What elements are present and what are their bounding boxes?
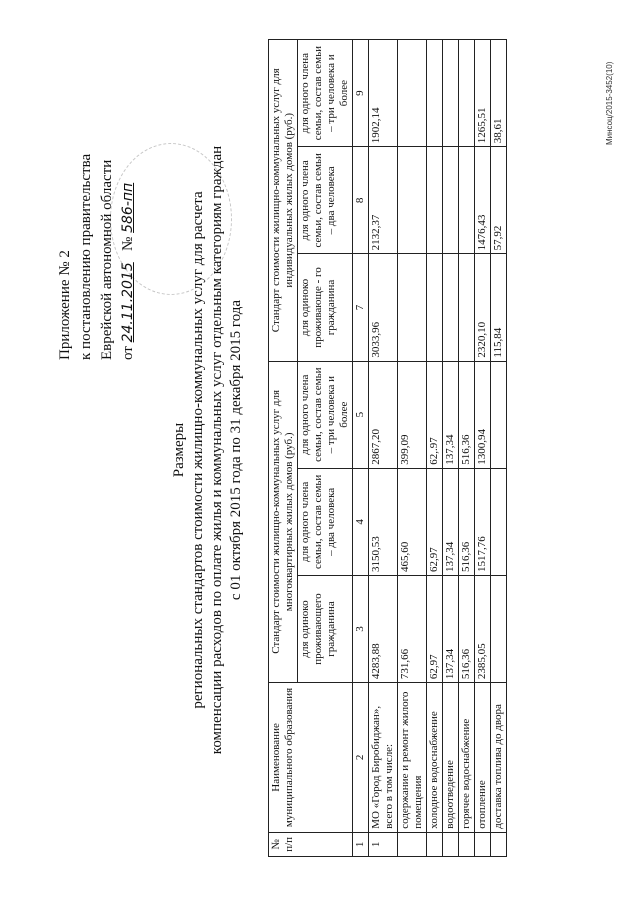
- document-title: [170, 55, 246, 845]
- table-row: [398, 40, 427, 857]
- table-cell-c4: 62,97: [427, 468, 443, 575]
- colnum: 4: [353, 468, 369, 575]
- table-cell-c3: 137,34: [443, 575, 459, 682]
- appendix-line-2: к постановлению правительства: [78, 153, 94, 360]
- table-cell-n: [427, 832, 443, 856]
- colnum: 9: [353, 40, 369, 147]
- table-cell-c5: 137,34: [443, 361, 459, 468]
- table-cell-c4: [491, 468, 507, 575]
- table-cell-c8: [443, 147, 459, 254]
- table-cell-c8: [427, 147, 443, 254]
- table-cell-c5: 516,36: [459, 361, 475, 468]
- table-cell-n: [475, 832, 491, 856]
- date-prefix: от: [120, 346, 136, 360]
- table-cell-c8: [459, 147, 475, 254]
- table-cell-c7: [459, 254, 475, 361]
- table-cell-c5: [491, 361, 507, 468]
- table-cell-c9: 1902,14: [369, 40, 398, 147]
- table-row: [459, 40, 475, 857]
- header-apt-three: для одного члена семьи, состав семьи – три человека и более: [298, 361, 353, 468]
- table-row: [475, 40, 491, 857]
- table-cell-n: [459, 832, 475, 856]
- table-cell-c3: [491, 575, 507, 682]
- table-cell-c4: 465,60: [398, 468, 427, 575]
- table-cell-c5: 2867,20: [369, 361, 398, 468]
- number-prefix: №: [120, 236, 136, 251]
- appendix-line-3: Еврейской автономной области: [99, 159, 115, 360]
- table-cell-c9: 1265,51: [475, 40, 491, 147]
- table-cell-c8: [398, 147, 427, 254]
- decree-date: 24.11.2015: [120, 262, 136, 343]
- table-cell-name: доставка топлива до двора: [491, 683, 507, 833]
- header-apt-single: для одиноко проживающего гражданина: [298, 575, 353, 682]
- table-cell-c5: 399,09: [398, 361, 427, 468]
- table-cell-c3: 4283,88: [369, 575, 398, 682]
- table-cell-c9: 38,61: [491, 40, 507, 147]
- table-cell-c8: 2132,37: [369, 147, 398, 254]
- table-cell-c3: 2385,05: [475, 575, 491, 682]
- table-cell-n: [398, 832, 427, 856]
- table-cell-c4: 3150,53: [369, 468, 398, 575]
- header-group-apartment: Стандарт стоимости жилищно-коммунальных услуг для многоквартирных жилых домов (руб.): [269, 361, 298, 683]
- table-cell-c9: [443, 40, 459, 147]
- appendix-line-4: [118, 30, 139, 360]
- table-cell-n: 1: [369, 832, 398, 856]
- table-cell-n: [491, 832, 507, 856]
- table-cell-c7: [398, 254, 427, 361]
- table-cell-c4: 1517,76: [475, 468, 491, 575]
- title-line-3: компенсации расходов по оплате жилья и коммунальных услуг отдельным категориям граждан: [209, 145, 225, 755]
- table-row: [369, 40, 398, 857]
- table-cell-c7: 2320,10: [475, 254, 491, 361]
- title-line-4: с 01 октября 2015 года по 31 декабря 2015 года: [228, 299, 244, 601]
- table-row: [491, 40, 507, 857]
- document-code: Минсоц/2015-3452(10): [605, 61, 614, 145]
- table-cell-c7: 3033,96: [369, 254, 398, 361]
- header-group-individual: Стандарт стоимости жилищно-коммунальных услуг для индивидуальных жилых домов (руб.): [269, 40, 298, 362]
- header-apt-two: для одного члена семьи, состав семьи – два человека: [298, 468, 353, 575]
- colnum: 7: [353, 254, 369, 361]
- colnum: 5: [353, 361, 369, 468]
- table-cell-name: водоотведение: [443, 683, 459, 833]
- header-ind-three: для одного члена семьи, состав семьи – три человека и более: [298, 40, 353, 147]
- decree-number: 586-пп: [120, 182, 136, 233]
- table-cell-c8: 1476,43: [475, 147, 491, 254]
- title-line-1: Размеры: [171, 422, 187, 478]
- table-cell-c8: 57,92: [491, 147, 507, 254]
- table-cell-name: горячее водоснабжение: [459, 683, 475, 833]
- table-cell-c7: [427, 254, 443, 361]
- colnum: 1: [353, 832, 369, 856]
- table-cell-c3: 516,36: [459, 575, 475, 682]
- table-cell-name: МО «Город Биробиджан», всего в том числе:: [369, 683, 398, 833]
- table-cell-c5: 1300,94: [475, 361, 491, 468]
- table-cell-c9: [459, 40, 475, 147]
- table-cell-name: содержание и ремонт жилого помещения: [398, 683, 427, 833]
- table-row: [427, 40, 443, 857]
- appendix-line-1: Приложение № 2: [57, 250, 73, 360]
- table-cell-name: отопление: [475, 683, 491, 833]
- table-cell-c3: 62,97: [427, 575, 443, 682]
- table-cell-c9: [398, 40, 427, 147]
- table-cell-c3: 731,66: [398, 575, 427, 682]
- appendix-header: [55, 30, 139, 360]
- table-cell-c5: 62,.97: [427, 361, 443, 468]
- table-cell-n: [443, 832, 459, 856]
- colnum: 8: [353, 147, 369, 254]
- colnum: 2: [353, 683, 369, 833]
- table-cell-c4: 516,36: [459, 468, 475, 575]
- header-ind-single: для одиноко проживающе - го гражданина: [298, 254, 353, 361]
- header-name: Наименование муниципального образования: [269, 683, 353, 833]
- table-cell-c7: [443, 254, 459, 361]
- table-row: [443, 40, 459, 857]
- table-cell-c7: 115,84: [491, 254, 507, 361]
- header-num: № п/п: [269, 832, 353, 856]
- title-line-2: региональных стандартов стоимости жилищно-коммунальных услуг для расчета: [190, 191, 206, 709]
- table-cell-name: холодное водоснабжение: [427, 683, 443, 833]
- header-ind-two: для одного члена семьи, состав семьи – два человека: [298, 147, 353, 254]
- colnum: 3: [353, 575, 369, 682]
- standards-table: [268, 39, 507, 857]
- table-cell-c9: [427, 40, 443, 147]
- table-cell-c4: 137,34: [443, 468, 459, 575]
